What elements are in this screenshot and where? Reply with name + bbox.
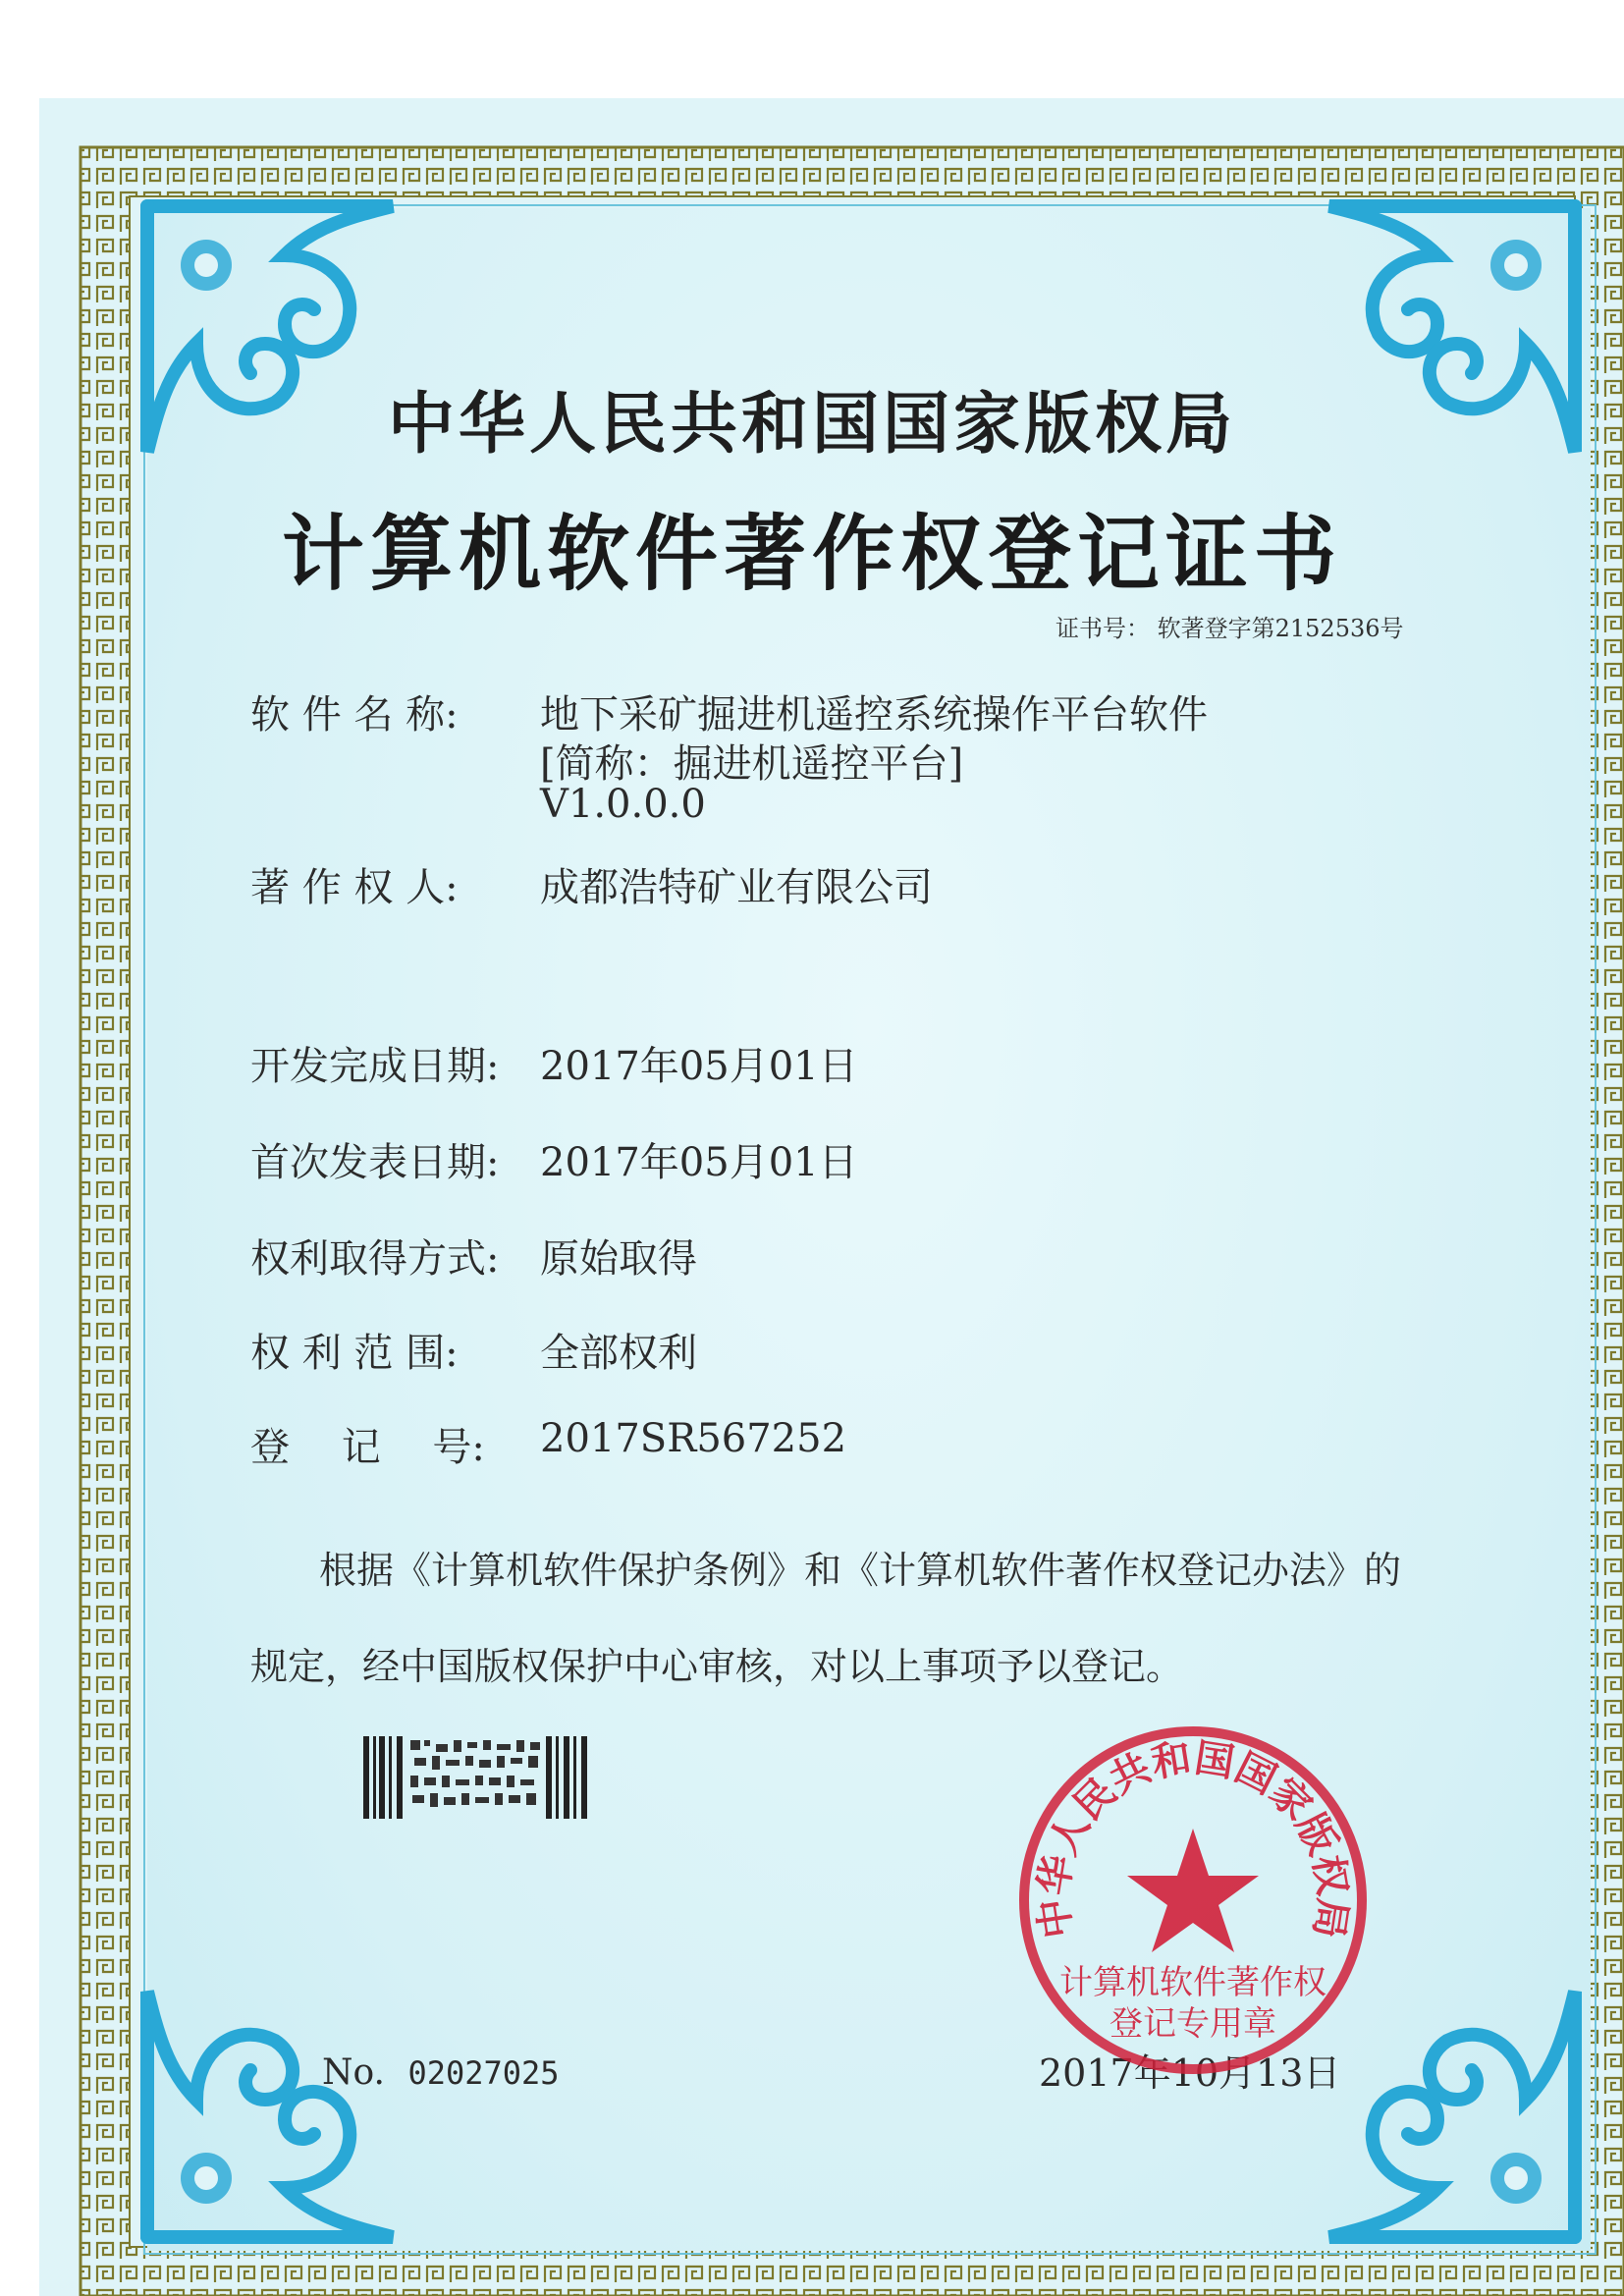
seal-ring-text: 中华人民共和国国家版权局 xyxy=(1029,1734,1357,1941)
serial-prefix: No. xyxy=(322,2052,385,2093)
software-version: V1.0.0.0 xyxy=(540,782,706,827)
owner-label: 著 作 权 人: xyxy=(250,865,459,910)
statement-line-2: 规定，经中国版权保护中心审核，对以上事项予以登记。 xyxy=(250,1645,1184,1688)
official-seal xyxy=(1011,1719,1375,2082)
issue-date: 2017年10月13日 xyxy=(1039,2051,1341,2095)
serial-number xyxy=(322,2052,560,2093)
certificate-title: 计算机软件著作权登记证书 xyxy=(281,505,1342,602)
owner: 成都浩特矿业有限公司 xyxy=(540,865,933,910)
pub-date: 2017年05月01日 xyxy=(540,1140,858,1185)
barcode xyxy=(363,1736,595,1819)
statement-line-1: 根据《计算机软件保护条例》和《计算机软件著作权登记办法》的 xyxy=(319,1549,1402,1592)
certificate-number: 证书号： 软著登字第2152536号 xyxy=(1056,615,1404,642)
software-short-name: [简称：掘进机遥控平台] xyxy=(540,741,964,787)
reg-number-label: 登 记 号: xyxy=(250,1425,485,1470)
issuing-authority: 中华人民共和国国家版权局 xyxy=(387,385,1236,464)
corner-ornament-bottom-left xyxy=(137,1952,432,2247)
software-name: 地下采矿掘进机遥控系统操作平台软件 xyxy=(540,692,1208,738)
acquire-method-label: 权利取得方式: xyxy=(250,1236,500,1282)
software-name-label: 软 件 名 称: xyxy=(250,692,459,738)
dev-date: 2017年05月01日 xyxy=(540,1044,858,1089)
rights-scope-label: 权 利 范 围: xyxy=(250,1331,459,1376)
seal-line-2: 登记专用章 xyxy=(1110,2004,1276,2044)
reg-number: 2017SR567252 xyxy=(540,1416,847,1461)
rights-scope: 全部权利 xyxy=(540,1331,697,1376)
pub-date-label: 首次发表日期: xyxy=(250,1140,500,1185)
dev-date-label: 开发完成日期: xyxy=(250,1044,500,1089)
seal-line-1: 计算机软件著作权 xyxy=(1059,1963,1326,2002)
acquire-method: 原始取得 xyxy=(540,1236,697,1282)
serial-value: 02027025 xyxy=(407,2054,560,2092)
